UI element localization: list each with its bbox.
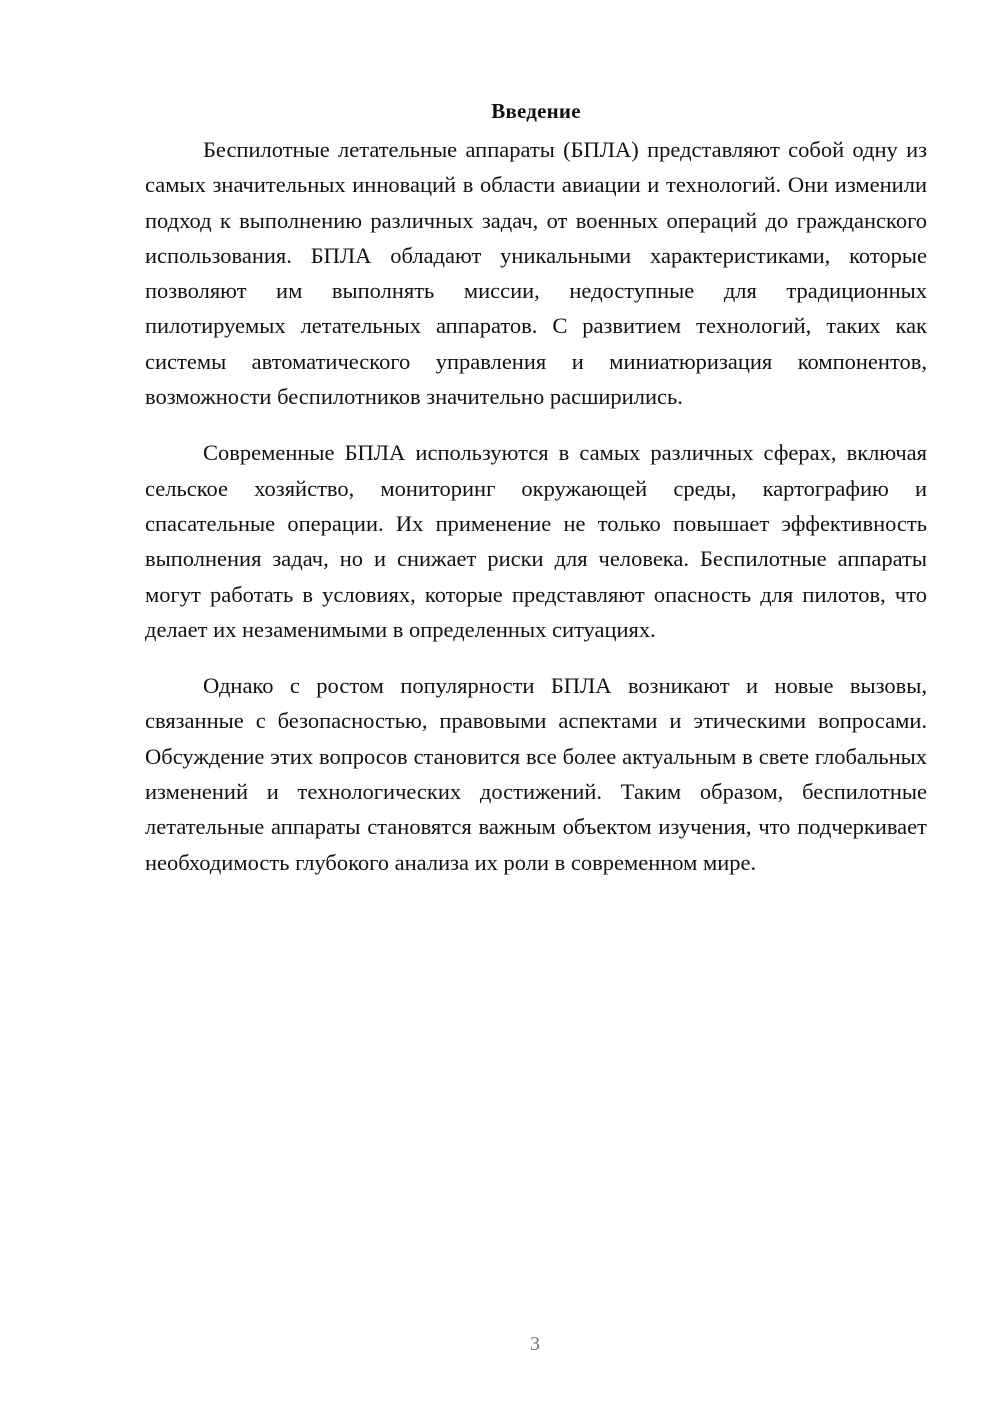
paragraph-3: Однако с ростом популярности БПЛА возникают и новые вызовы, связанные с безопасностью, правовыми аспектами и этическими вопросами. Обсуждение этих вопросов становится все более актуальным в свете глобальных изменений и технологических достижений. Таким образом, беспилотные летательные аппараты становятся важным объектом изучения, что подчеркивает необходимость глубокого анализа их роли в современном мире. <box>145 673 927 875</box>
paragraph-1: Беспилотные летательные аппараты (БПЛА) представляют собой одну из самых значительных инноваций в области авиации и технологий. Они изменили подход к выполнению различных задач, от военных операций до гражданского использования. БПЛА обладают уникальными характеристиками, которые позволяют им выполнять миссии, недоступные для традиционных пилотируемых летательных аппаратов. С развитием технологий, таких как системы автоматического управления и миниатюризация компонентов, возможности беспилотников значительно расширились. <box>145 137 927 410</box>
paragraph-2: Современные БПЛА используются в самых различных сферах, включая сельское хозяйство, мониторинг окружающей среды, картографию и спасательные операции. Их применение не только повышает эффективность выполнения задач, но и снижает риски для человека. Беспилотные аппараты могут работать в условиях, которые представляют опасность для пилотов, что делает их незаменимыми в определенных ситуациях. <box>145 440 927 642</box>
page-content <box>145 94 927 901</box>
page-number: 3 <box>530 1333 540 1355</box>
section-heading: Введение <box>491 99 581 123</box>
